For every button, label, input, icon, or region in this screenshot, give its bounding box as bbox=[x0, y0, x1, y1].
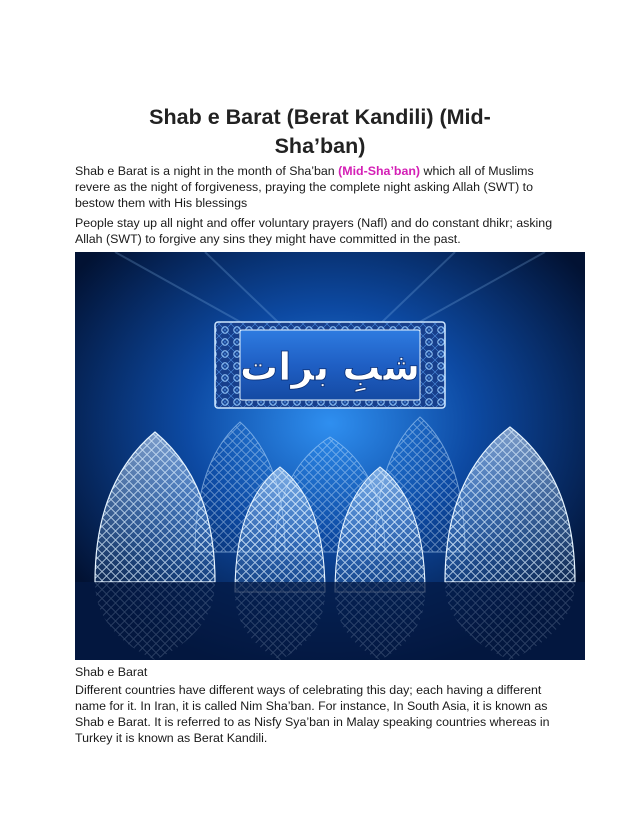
intro-paragraph bbox=[75, 163, 565, 211]
mid-shaban-highlight: (Mid-Sha’ban) bbox=[338, 164, 421, 178]
intro-text-start: Shab e Barat is a night in the month of Sha’ban bbox=[75, 164, 339, 178]
banner-calligraphy: شبِ برات bbox=[240, 345, 420, 389]
prayer-paragraph: People stay up all night and offer voluntary prayers (Nafl) and do constant dhikr; asking Allah (SWT) to forgive any sins they might have committed in the past. bbox=[75, 216, 553, 246]
intro-text-end: which all of Muslims revere as the night of forgiveness, praying the complete night asking Allah (SWT) to bestow them with His blessings bbox=[75, 164, 534, 210]
countries-paragraph: Different countries have different ways of celebrating this day; each having a different name for it. In Iran, it is called Nim Sha’ban. For instance, In South Asia, it is known as Shab e Barat. It is referred to as Nisfy Sya’ban in Malay speaking countries whereas in Turkey it is known as Berat Kandili. bbox=[75, 683, 550, 745]
shab-e-barat-illustration bbox=[75, 252, 585, 660]
page-title: Shab e Barat (Berat Kandili) (Mid-Sha’ban) bbox=[149, 105, 491, 158]
banner-plaque bbox=[215, 322, 445, 408]
shab-e-barat-image bbox=[75, 252, 585, 660]
image-caption: Shab e Barat bbox=[75, 665, 148, 679]
